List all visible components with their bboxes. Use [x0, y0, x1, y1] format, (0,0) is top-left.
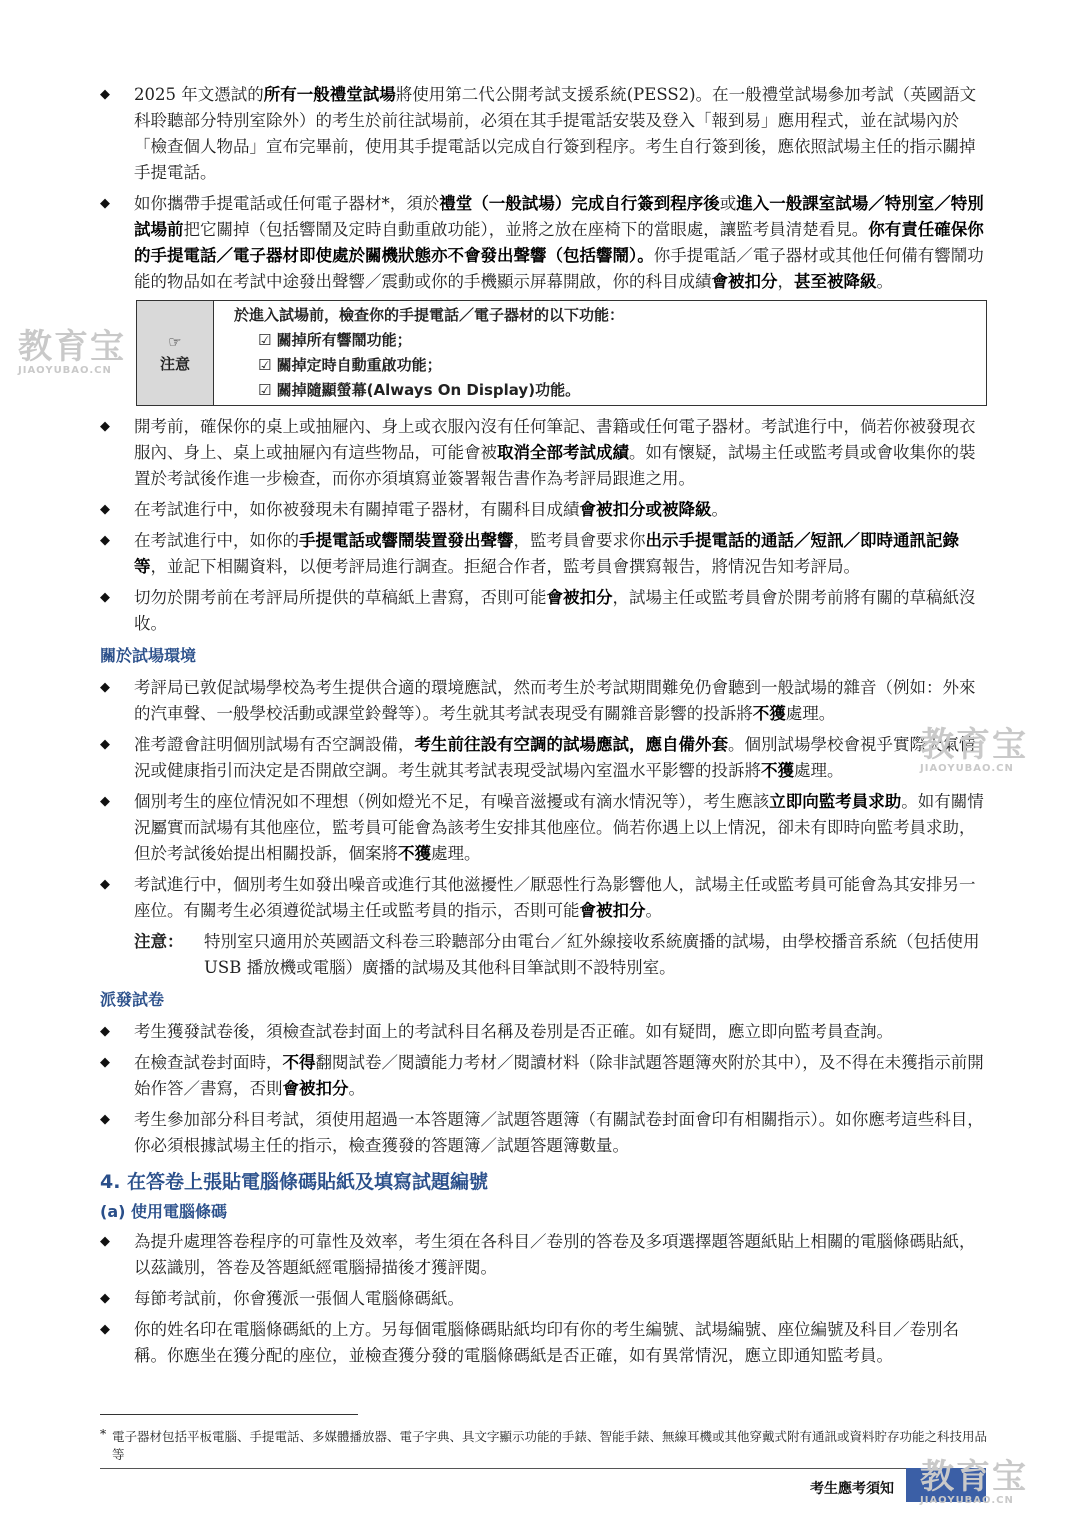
bold-text: 不獲: [761, 761, 794, 780]
watermark-subtext: JIAOYUBAO.CN: [920, 1495, 1014, 1506]
footer-rule: [100, 1468, 985, 1469]
text: 。: [348, 1079, 365, 1098]
diamond-bullet-icon: ◆: [100, 877, 110, 892]
notice-label-cell: [137, 301, 214, 405]
text: 考生獲發試卷後，須檢查試卷封面上的考試科目名稱及卷別是否正確。如有疑問，應立即向監考員查詢。: [134, 1022, 893, 1041]
bold-text: 進入一般課室試場／特別室／特別試場前: [134, 194, 984, 239]
watermark-text: 教育宝: [18, 327, 126, 367]
diamond-bullet-icon: ◆: [100, 794, 110, 809]
bold-text: 會被扣分: [711, 272, 778, 291]
pointing-hand-icon: ☞: [168, 333, 182, 351]
checklist-item: ☑ 關掉定時自動重啟功能；: [258, 356, 442, 374]
notice-content: [214, 301, 634, 405]
list-item: [100, 528, 985, 580]
diamond-bullet-icon: ◆: [100, 87, 110, 102]
diamond-bullet-icon: ◆: [100, 590, 110, 605]
diamond-bullet-icon: ◆: [100, 1112, 110, 1127]
text: 每節考試前，你會獲派一張個人電腦條碼紙。: [134, 1289, 464, 1308]
watermark-text: 教育宝: [920, 1457, 1028, 1497]
watermark-logo: [920, 1457, 1028, 1506]
list-item: [100, 82, 985, 186]
list-item: [100, 191, 985, 295]
diamond-bullet-icon: ◆: [100, 1322, 110, 1337]
bold-text: 所有一般禮堂試場: [263, 85, 396, 104]
bold-text: 禮堂（一般試場）完成自行簽到程序後: [439, 194, 720, 213]
list-item: [100, 789, 985, 867]
text: 在檢查試卷封面時，: [134, 1053, 283, 1072]
bold-text: 會被扣分: [282, 1079, 349, 1098]
watermark-logo: [920, 725, 1028, 774]
footnote: [100, 1428, 990, 1464]
text: 。個別試場學校會視乎實際天氣情況或健康指引而決定是否開啟空調。考生就其考試表現受試場內室溫水平影響的投訴將: [134, 735, 976, 780]
diamond-bullet-icon: ◆: [100, 1055, 110, 1070]
text: 處理。: [794, 761, 844, 780]
text: 開考前，確保你的桌上或抽屜內、身上或衣服內沒有任何筆記、書籍或任何電子器材。考試進行中，倘若你被發現衣服內、身上、桌上或抽屜內有這些物品，可能會被: [134, 417, 976, 462]
text: 如你攜帶手提電話或任何電子器材*，須於: [134, 194, 440, 213]
bold-text: 考生前往設有空調的試場應試，應自備外套: [414, 735, 728, 754]
bold-text: 不獲: [398, 844, 431, 863]
watermark-logo: [18, 327, 126, 376]
watermark-subtext: JIAOYUBAO.CN: [920, 763, 1014, 774]
text: 你手提電話／電子器材或其他任何備有響鬧功能的物品如在考試中途發出聲響／震動或你的手機顯示屏幕開啟，你的科目成績: [134, 246, 984, 291]
bold-text: 立即向監考員求助: [769, 792, 902, 811]
diamond-bullet-icon: ◆: [100, 1291, 110, 1306]
footer-title: 考生應考須知: [810, 1481, 894, 1497]
text: 在考試進行中，如你的: [134, 531, 299, 550]
bold-text: 甚至被降級: [794, 272, 877, 291]
subsection-heading-a: (a) 使用電腦條碼: [100, 1202, 227, 1221]
section-heading-environment: 關於試場環境: [100, 646, 197, 665]
list-item: [100, 1286, 985, 1312]
notice-box: [136, 300, 987, 406]
note: [100, 929, 985, 981]
bold-text: 取消全部考試成績: [497, 443, 629, 462]
text: 翻閱試卷／閱讀能力考材／閱讀材料（除非試題答題簿夾附於其中），及不得在未獲指示前開始作答／書寫，否則: [134, 1053, 984, 1098]
bold-text: 你有責任確保你的手提電話／電子器材即使處於關機狀態亦不會發出聲響（包括響鬧）。: [134, 220, 984, 265]
footnote-text: 電子器材包括平板電腦、手提電話、多媒體播放器、電子字典、具文字顯示功能的手錶、智能手錶、無線耳機或其他穿戴式附有通訊或資料貯存功能之科技用品等: [112, 1429, 988, 1462]
list-item: [100, 1317, 985, 1369]
text: 把它關掉（包括響鬧及定時自動重啟功能），並將之放在座椅下的當眼處，讓監考員清楚看見。: [183, 220, 869, 239]
footnote-marker: *: [100, 1426, 107, 1441]
text: ，: [777, 272, 794, 291]
bold-text: 會被扣分或被降級: [579, 500, 712, 519]
text: ，監考員會要求你: [513, 531, 646, 550]
text: 你的姓名印在電腦條碼紙的上方。另每個電腦條碼貼紙均印有你的考生編號、試場編號、座位編號及科目／卷別名稱。你應坐在獲分配的座位，並檢查獲分發的電腦條碼紙是否正確，如有異常情況，應立即通知監考員。: [134, 1320, 959, 1365]
section-heading-distribution: 派發試卷: [100, 990, 165, 1009]
bold-text: 出示手提電話的通話／短訊／即時通訊記錄等: [134, 531, 959, 576]
list-item: [100, 1107, 985, 1159]
list-item: [100, 1229, 985, 1281]
text: 。: [711, 500, 728, 519]
checklist-item: ☑ 關掉隨顯螢幕(Always On Display)功能。: [258, 381, 581, 399]
text: 。如有懷疑，試場主任或監考員或會收集你的裝置於考試後作進一步檢查，而你亦須填寫並簽署報告書作為考評局跟進之用。: [134, 443, 976, 488]
note-label: 注意：: [134, 932, 184, 951]
text: 為提升處理答卷程序的可靠性及效率，考生須在各科目／卷別的答卷及多項選擇題答題紙貼上相關的電腦條碼貼紙，以茲識別，答卷及答題紙經電腦掃描後才獲評閱。: [134, 1232, 976, 1277]
diamond-bullet-icon: ◆: [100, 502, 110, 517]
list-item: [100, 1019, 985, 1045]
list-item: [100, 675, 985, 727]
text: 考生參加部分科目考試，須使用超過一本答題簿／試題答題簿（有關試卷封面會印有相關指示）。如你應考這些科目，你必須根據試場主任的指示，檢查獲發的答題簿／試題答題簿數量。: [134, 1110, 984, 1155]
text: 個別考生的座位情況如不理想（例如燈光不足，有噪音滋擾或有滴水情況等），考生應該: [134, 792, 770, 811]
notice-heading: 於進入試場前，檢查你的手提電話／電子器材的以下功能：: [234, 306, 625, 324]
text: 2025 年文憑試的: [134, 85, 264, 104]
text: 處理。: [785, 704, 836, 723]
bold-text: 不獲: [752, 704, 786, 723]
text: 在考試進行中，如你被發現未有關掉電子器材，有關科目成績: [134, 500, 580, 519]
text: 或: [719, 194, 737, 213]
list-item: [100, 732, 985, 784]
footnote-rule: [100, 1414, 358, 1415]
diamond-bullet-icon: ◆: [100, 533, 110, 548]
text: 切勿於開考前在考評局所提供的草稿紙上書寫，否則可能: [134, 588, 547, 607]
text: 考試進行中，個別考生如發出噪音或進行其他滋擾性／厭惡性行為影響他人，試場主任或監考員可能會為其安排另一座位。有關考生必須遵從試場主任或監考員的指示，否則可能: [134, 875, 976, 920]
bold-text: 不得: [282, 1053, 316, 1072]
notice-label: 注意: [159, 355, 190, 373]
text: 考評局已敦促試場學校為考生提供合適的環境應試，然而考生於考試期間難免仍會聽到一般試場的雜音（例如：外來的汽車聲、一般學校活動或課堂鈴聲等）。考生就其考試表現受有關雜音影響的投訴將: [134, 678, 976, 723]
list-item: [100, 414, 985, 492]
text: 。: [645, 901, 662, 920]
watermark-text: 教育宝: [920, 725, 1028, 765]
text: ，試場主任或監考員會於開考前將有關的草稿紙沒收。: [134, 588, 976, 633]
diamond-bullet-icon: ◆: [100, 419, 110, 434]
bold-text: 會被扣分: [546, 588, 613, 607]
diamond-bullet-icon: ◆: [100, 1024, 110, 1039]
section-heading-4: 4. 在答卷上張貼電腦條碼貼紙及填寫試題編號: [100, 1171, 489, 1193]
note-text: 特別室只適用於英國語文科卷三聆聽部分由電台／紅外線接收系統廣播的試場，由學校播音系統（包括使用 USB 播放機或電腦）廣播的試場及其他科目筆試則不設特別室。: [204, 932, 980, 977]
text: 將使用第二代公開考試支援系統(PESS2)。在一般禮堂試場參加考試（英國語文科聆聽部分特別室除外）的考生於前往試場前，必須在其手提電話安裝及登入「報到易」應用程式，並在試場內於「檢查個人物品」宣布完畢前，使用其手提電話以完成自行簽到程序。考生自行簽到後，應依照試場主任的指示關掉手提電話。: [134, 85, 977, 182]
diamond-bullet-icon: ◆: [100, 196, 110, 211]
list-item: [100, 1050, 985, 1102]
list-item: [100, 872, 985, 924]
text: 。如有關情況屬實而試場有其他座位，監考員可能會為該考生安排其他座位。倘若你遇上以上情況，卻未有即時向監考員求助，但於考試後始提出相關投訴，個案將: [134, 792, 984, 863]
bold-text: 手提電話或響鬧裝置發出聲響: [299, 531, 514, 550]
diamond-bullet-icon: ◆: [100, 737, 110, 752]
main-content: [100, 82, 985, 1374]
text: 處理。: [431, 844, 481, 863]
list-item: [100, 585, 985, 637]
text: 。: [876, 272, 893, 291]
watermark-subtext: JIAOYUBAO.CN: [18, 365, 112, 376]
bold-text: 會被扣分: [579, 901, 646, 920]
diamond-bullet-icon: ◆: [100, 1234, 110, 1249]
text: ，並記下相關資料，以便考評局進行調查。拒絕合作者，監考員會撰寫報告，將情況告知考評局。: [150, 557, 860, 576]
list-item: [100, 497, 985, 523]
checklist-item: ☑ 關掉所有響鬧功能；: [258, 331, 412, 349]
diamond-bullet-icon: ◆: [100, 680, 110, 695]
text: 准考證會註明個別試場有否空調設備，: [134, 735, 415, 754]
